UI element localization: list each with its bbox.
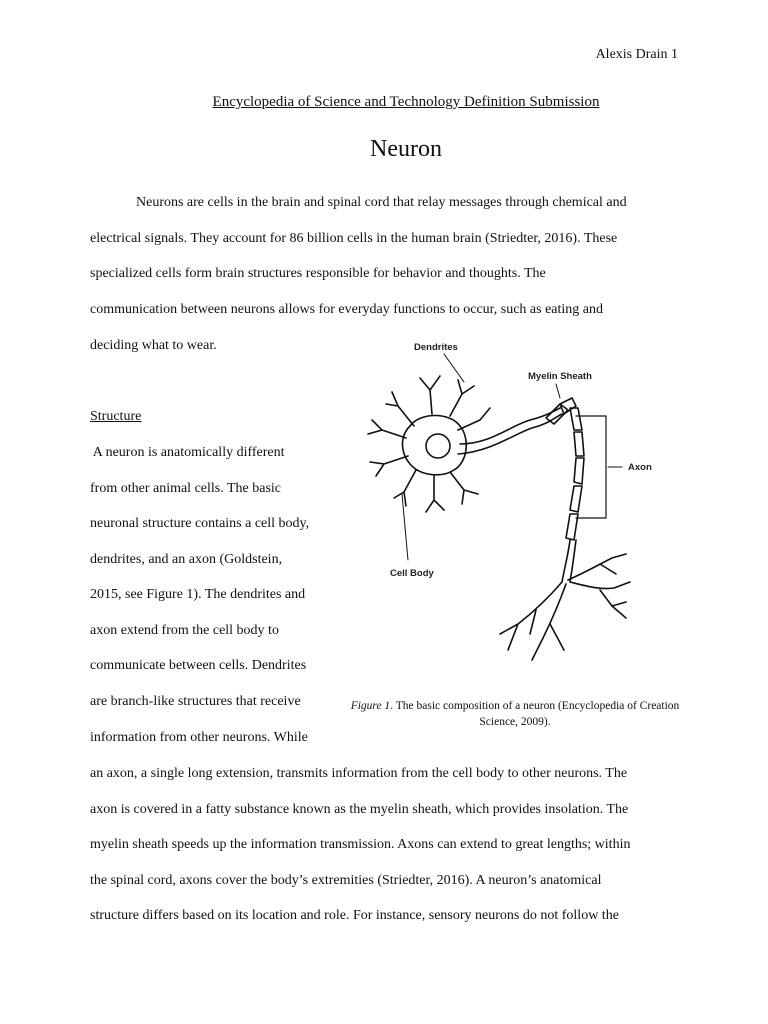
dendrites-label: Dendrites	[414, 342, 458, 353]
cell-body-label: Cell Body	[390, 568, 434, 579]
figure-caption	[350, 698, 680, 730]
structure-line-13: the spinal cord, axons cover the body’s extremities (Striedter, 2016). A neuron’s anatomical	[90, 873, 602, 888]
structure-line-1: A neuron is anatomically different	[90, 445, 285, 460]
structure-heading: Structure	[90, 409, 142, 424]
structure-line-4: dendrites, and an axon (Goldstein,	[90, 552, 283, 567]
axon-label: Axon	[628, 462, 652, 473]
structure-line-12: myelin sheath speeds up the information transmission. Axons can extend to great lengths; within	[90, 837, 631, 852]
intro-line-4: communication between neurons allows for everyday functions to occur, such as eating and	[90, 302, 604, 317]
structure-line-2: from other animal cells. The basic	[90, 481, 282, 496]
intro-line-5: deciding what to wear.	[90, 338, 217, 353]
document-heading: Encyclopedia of Science and Technology Definition Submission	[212, 94, 600, 110]
structure-line-14: structure differs based on its location and role. For instance, sensory neurons do not follow the	[90, 908, 619, 923]
myelin-sheath-label: Myelin Sheath	[528, 371, 592, 382]
neuron-illustration	[350, 334, 680, 694]
structure-line-8: are branch-like structures that receive	[90, 694, 301, 709]
neuron-figure	[350, 334, 680, 694]
structure-line-6: axon extend from the cell body to	[90, 623, 279, 638]
figure-caption-text: . The basic composition of a neuron (Encyclopedia of Creation Science, 2009).	[390, 700, 680, 728]
intro-line-2: electrical signals. They account for 86 billion cells in the human brain (Striedter, 2016). These	[90, 231, 618, 246]
structure-line-9: information from other neurons. While	[90, 730, 308, 745]
intro-line-3: specialized cells form brain structures responsible for behavior and thoughts. The	[90, 266, 546, 281]
intro-line-1: Neurons are cells in the brain and spinal cord that relay messages through chemical and	[136, 195, 627, 210]
figure-caption-label: Figure 1	[350, 700, 391, 712]
structure-line-3: neuronal structure contains a cell body,	[90, 516, 310, 531]
structure-line-5: 2015, see Figure 1). The dendrites and	[90, 587, 306, 602]
structure-line-11: axon is covered in a fatty substance known as the myelin sheath, which provides insolation. The	[90, 802, 629, 817]
structure-line-7: communicate between cells. Dendrites	[90, 658, 307, 673]
running-head: Alexis Drain 1	[595, 47, 678, 62]
structure-line-10: an axon, a single long extension, transmits information from the cell body to other neurons. The	[90, 766, 628, 781]
page-title: Neuron	[370, 136, 442, 162]
